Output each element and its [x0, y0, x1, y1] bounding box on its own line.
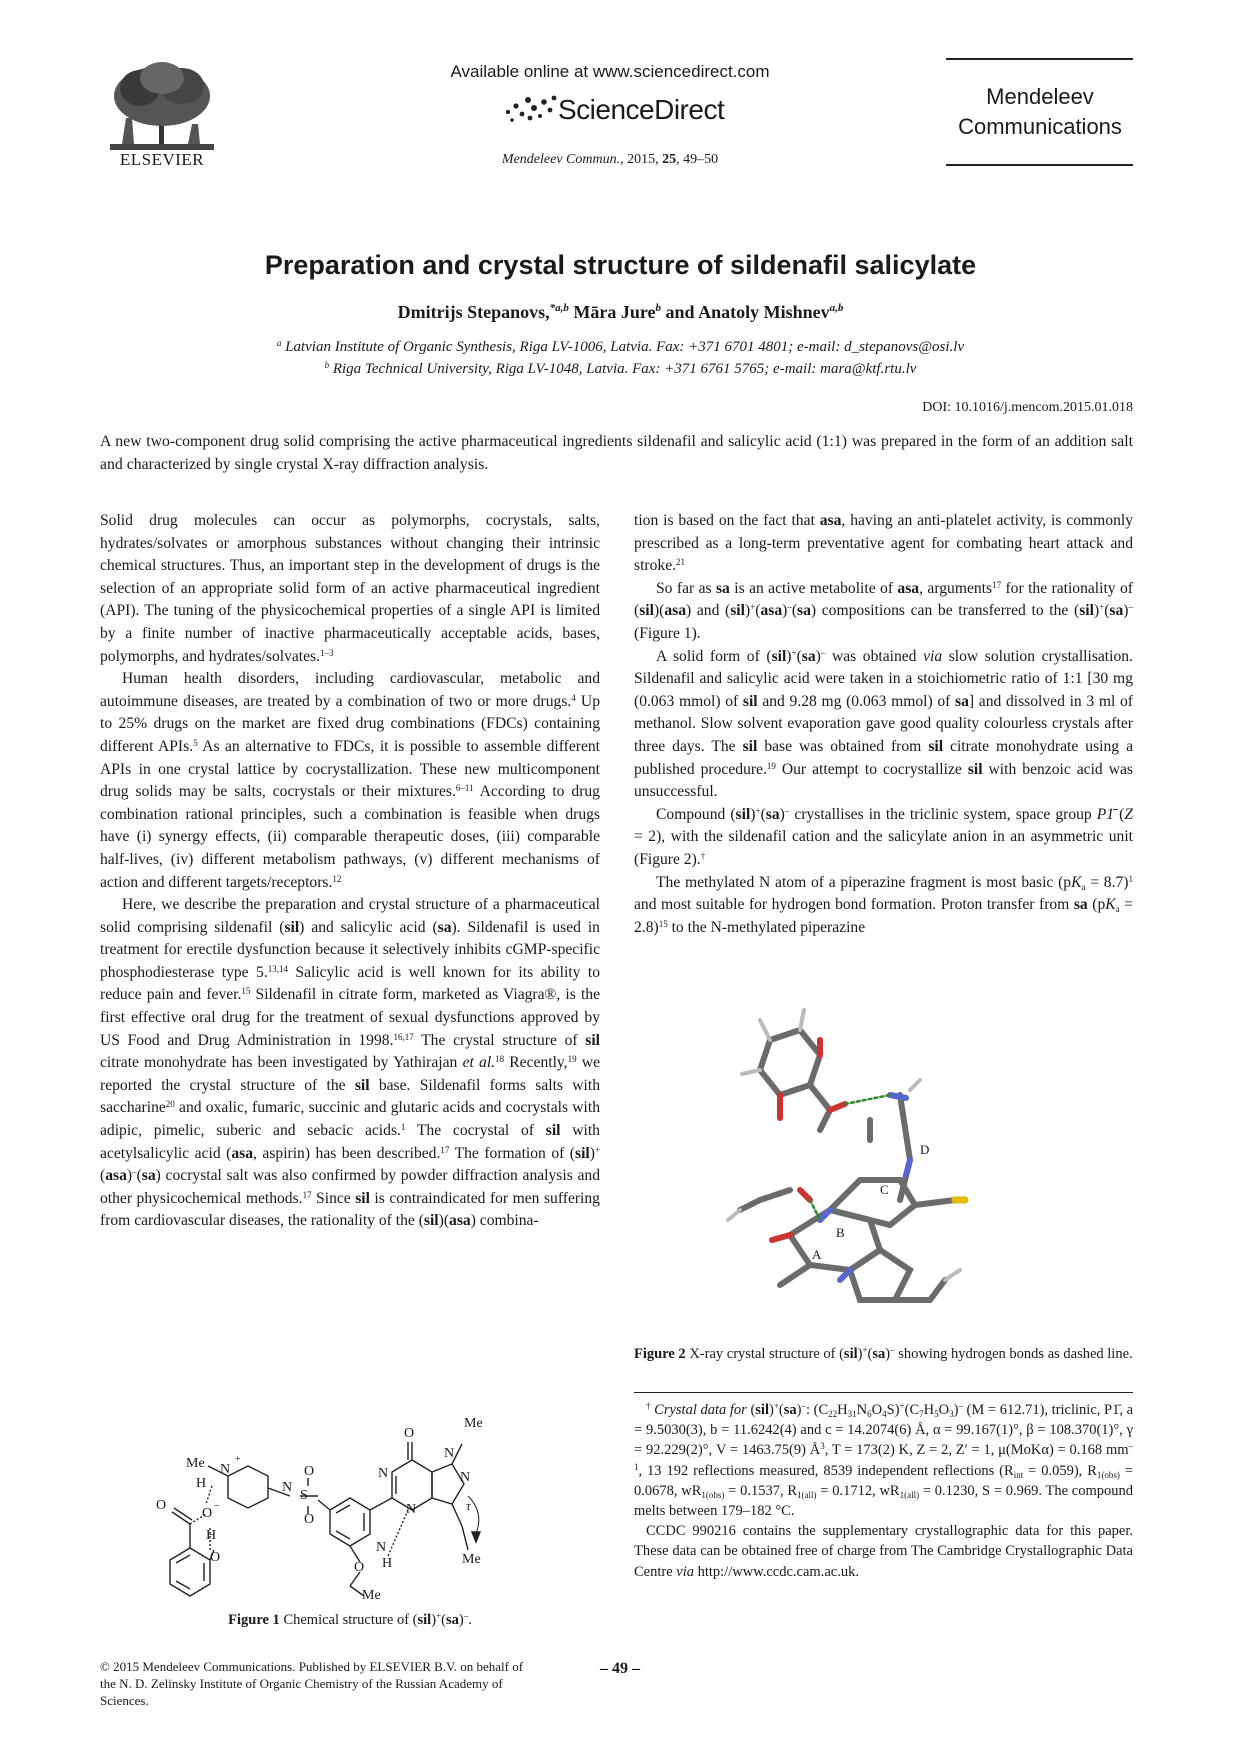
page-number: – 49 –: [600, 1660, 640, 1677]
crystal-data-footnote: † Crystal data for (sil)+(sa)–: $(C_{22}H_{31}N_6O_4S)^+(C_7H_5O_3)^-$ (M = 612.71), triclinic, P1̄, a = 9.5030(3), b = 11.6242(4) and c = 14.2074(6) Å, α = 99.167(1)°, β = 108.370(1)°, γ = 92.229(2)°, V = 1463.75(9) $Å^3$, T = 173(2) K, Z = 2, Z′ = 1, μ(MoKα) = 0.168 $mm^{-1}$, 13 192 reflections measured, 8539 independent reflections $(R_{int} = 0.059)$, $R_{1(obs)} = 0.0678$, $wR_{1(obs)} = 0.1537$, $R_{1(all)} = 0.1712$, $wR_{1(all)} = 0.1230$, S = 0.969. The compound melts between 179–182 °C. CCDC 990216 contains the supplementary crystallographic data for this paper. These data can be obtained free of charge from The Cambridge Crystallographic Data Centre via http://www.ccdc.cam.ac.uk.: [634, 1400, 1133, 1582]
ring-label-c: C: [880, 1182, 889, 1197]
journal-bottom-rule: [946, 164, 1133, 166]
available-online-text: Available online at www.sciencedirect.com: [450, 62, 770, 81]
abstract: A new two-component drug solid comprising the active pharmaceutical ingredients sildenafil and salicylic acid (1:1) was prepared in the form of an addition salt and characterized by single crystal X-ray diffraction analysis.: [100, 433, 1133, 473]
ccdc-note: CCDC 990216 contains the supplementary crystallographic data for this paper. These data can be obtained free of charge from The Cambridge Crystallographic Data Centre via http://www.ccdc.cam.ac.uk.: [634, 1523, 1133, 1580]
paragraph-r2: So far as sa is an active metabolite of asa, arguments$^{17}$ for the rationality of (sil)(asa) and (sil)+(asa)–(sa) compositions can be transferred to the (sil)+(sa)– (Figure 1).: [634, 579, 1133, 642]
figure-1-caption: Figure 1 Chemical structure of (sil)+(sa)–.: [228, 1611, 472, 1628]
left-column: [100, 510, 600, 1233]
figure-2-caption: Figure 2 X-ray crystal structure of (sil)+(sa)– showing hydrogen bonds as dashed line.: [634, 1345, 1133, 1362]
paragraph-2: Human health disorders, including cardiovascular, metabolic and autoimmune diseases, are treated by a combination of two or more drugs.$^4$ Up to 25% drugs on the market are fixed drug combinations (FDCs) containing different APIs.$^5$ As an alternative to FDCs, it is possible to assemble different APIs in one crystal lattice by cocrystallization. These new multicomponent drug solids may be salts, cocrystals or their mixtures.$^{6-11}$ According to drug combination rational principles, such a combination is feasible when drugs have (i) synergy effects, (ii) comparable therapeutic doses, (iii) comparable half-lives, (iv) different metabolism pathways, (v) different mechanisms of action and different targets/receptors.$^{12}$: [100, 670, 601, 891]
affiliation-b: $^b$ Riga Technical University, Riga LV-1048, Latvia. Fax: +371 6761 5765; e-mail: mara@ktf.rtu.lv: [324, 360, 917, 377]
ring-a: [850, 1250, 910, 1300]
ring-label-a: A: [812, 1247, 822, 1262]
article-title: Preparation and crystal structure of sildenafil salicylate: [264, 250, 977, 280]
figure-2-crystal-structure: [720, 1000, 1050, 1320]
ring-label-d: D: [920, 1142, 930, 1157]
paragraph-3: Here, we describe the preparation and crystal structure of a pharmaceutical solid comprising sildenafil (sil) and salicylic acid (sa). Sildenafil is used in treatment for erectile dysfunction because it selectively inhibits cGMP-specific phosphodiesterase type 5.$^{13,14}$ Salicylic acid is well known for its ability to reduce pain and fever.$^{15}$ Sildenafil in citrate form, marketed as Viagra®, is the first effective oral drug for the treatment of sexual dysfunctions approved by US Food and Drug Administration in 1998.$^{16,17}$ The crystal structure of sil citrate monohydrate has been investigated by Yathirajan et al.$^{18}$ Recently,$^{19}$ we reported the crystal structure of the sil base. Sildenafil forms salts with saccharine$^{20}$ and oxalic, fumaric, succinic and glutaric acids and cocrystals with adipic, pimelic, suberic and sebacic acids.$^1$ The cocrystal of sil with acetylsalicylic acid (asa, aspirin) has been described.$^{17}$ The formation of (sil)+(asa)–(sa) cocrystal salt was also confirmed by powder diffraction analysis and other physicochemical methods.$^{17}$ Since sil is contraindicated for men suffering from cardiovascular diseases, the rationality of the (sil)(asa) combina-: [100, 896, 601, 1230]
journal-name: Mendeleev Communications: [958, 84, 1122, 139]
figure-2: [720, 1000, 1050, 1320]
paragraph-r3: A solid form of (sil)+(sa)– was obtained via slow solution crystallisation. Sildenafil and salicylic acid were taken in a stoichiometric ratio of 1:1 [30 mg (0.063 mmol) of sil and 9.28 mg (0.063 mmol) of sa] and dissolved in 3 ml of methanol. Slow solvent evaporation gave good quality colourless crystals after three days. The sil base was obtained from sil citrate monohydrate using a published procedure.$^{19}$ Our attempt to cocrystallize sil with benzoic acid was unsuccessful.: [634, 647, 1133, 801]
ring-c: [830, 1180, 915, 1225]
citation: Mendeleev Commun., 2015, 25, 49–50: [501, 152, 719, 167]
figure-1: Me N + H O O – H O N S O O N N O N N Me N H O Me Me τ: [150, 1400, 590, 1600]
sciencedirect-wordmark: ScienceDirect: [558, 94, 725, 125]
ring-label-b: B: [836, 1225, 845, 1240]
footnote-rule: [634, 1392, 1133, 1393]
citation-journal: Mendeleev Commun.: [501, 152, 621, 167]
hydrogen-bond-1: [845, 1095, 890, 1104]
right-column: [634, 510, 1133, 939]
paragraph-r5: The methylated N atom of a piperazine fragment is most basic $(pK_a = 8.7)^1$ and most suitable for hydrogen bond formation. Proton transfer from sa $(pK_a = 2.8)^{15}$ to the N-methylated piperazine: [634, 873, 1133, 936]
affiliation-a: $^a$ Latvian Institute of Organic Synthesis, Riga LV-1006, Latvia. Fax: +371 6701 4801; e-mail: d_stepanovs@osi.lv: [276, 338, 965, 355]
doi: DOI: 10.1016/j.mencom.2015.01.018: [922, 400, 1133, 415]
paragraph-r1: tion is based on the fact that asa, having an anti-platelet activity, is commonly prescribed as a long-term preventative agent for combating heart attack and stroke.$^{21}$: [634, 512, 1133, 575]
paragraph-r4: Compound (sil)+(sa)– crystallises in the triclinic system, space group P1̄ (Z = 2), with the sildenafil cation and the salicylate anion in an asymmetric unit (Figure 2).†: [634, 805, 1134, 868]
journal-top-rule: [946, 58, 1133, 60]
publisher-name: ELSEVIER: [119, 150, 205, 169]
authors: Dmitrijs Stepanovs,$^{*a,b}$ Māra Jure$^b$ and Anatoly Mishnev$^{a,b}$: [397, 302, 844, 322]
sciencedirect-logo: [500, 92, 740, 132]
affiliations: [100, 336, 1141, 380]
paragraph-1: Solid drug molecules can occur as polymorphs, cocrystals, salts, hydrates/solvates or amorphous substances without changing their intrinsic chemical structures. Thus, an important step in the development of drugs is the selection of an appropriate solid form of an active pharmaceutical ingredient (API). The tuning of the physicochemical properties of a single API is limited by a finite number of inactive pharmaceutically acceptable acids, bases, polymorphs, and hydrates/solvates.$^{1-3}$: [100, 512, 600, 665]
elsevier-logo: [104, 58, 220, 170]
elsevier-tree-icon: [104, 58, 220, 153]
copyright-notice: © 2015 Mendeleev Communications. Published by ELSEVIER B.V. on behalf of the N. D. Zelinsky Institute of Organic Chemistry of the Russian Academy of Sciences.: [100, 1659, 524, 1708]
piperazine-ring: [228, 1466, 268, 1508]
